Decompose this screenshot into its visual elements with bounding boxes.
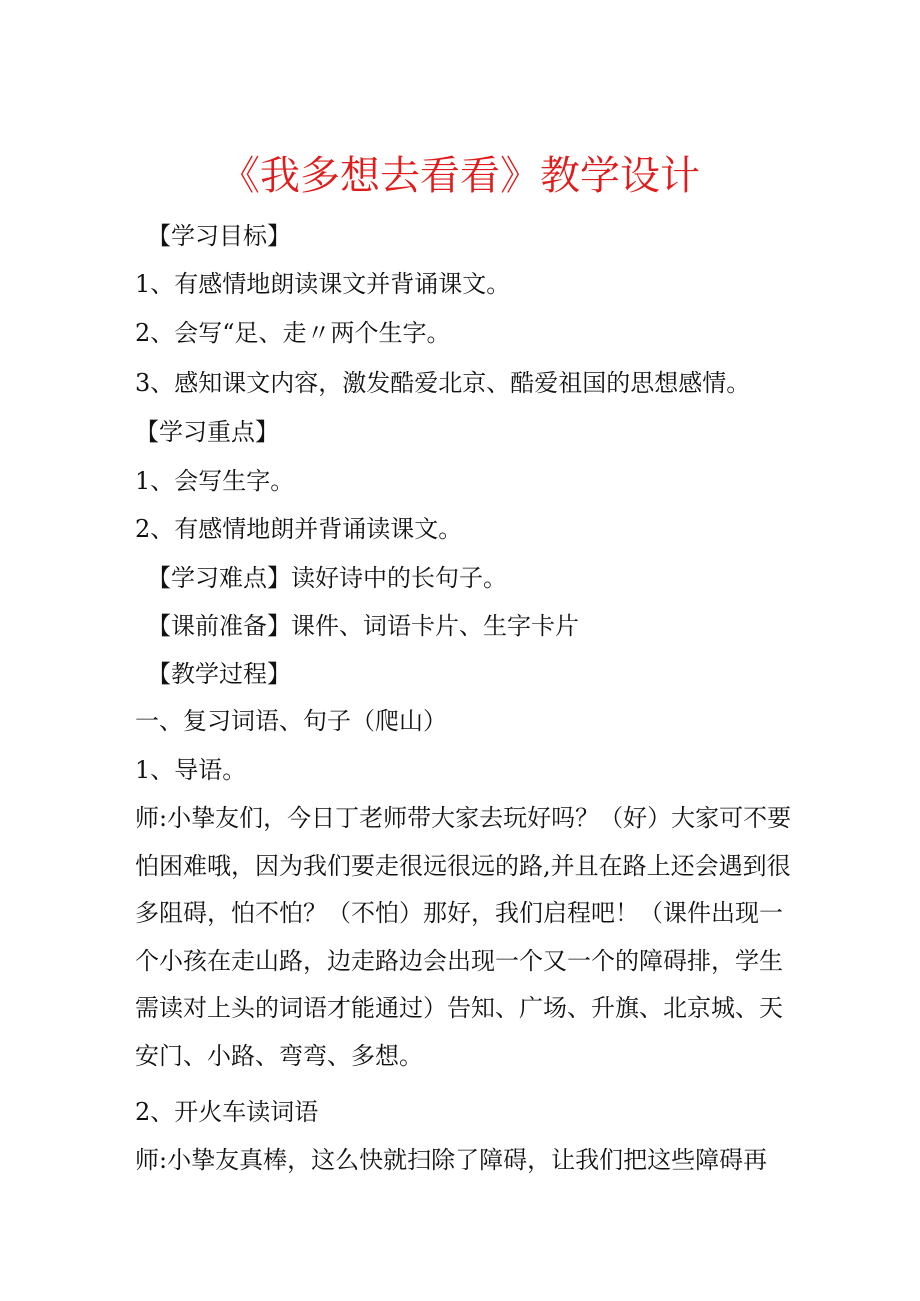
difficulty-line: 【学习难点】读好诗中的长句子。 xyxy=(147,564,507,592)
process-heading: 【教学过程】 xyxy=(147,660,291,688)
section-1-heading: 一、复习词语、句子（爬山） xyxy=(135,707,447,735)
document-title: 《我多想去看看》教学设计 xyxy=(220,153,700,199)
objectives-heading: 【学习目标】 xyxy=(147,222,291,250)
objective-2: 2、会写“足、走〃两个生字。 xyxy=(135,319,451,347)
preparation-line: 【课前准备】课件、词语卡片、生字卡片 xyxy=(147,612,579,640)
objective-1: 1、有感情地朗读课文并背诵课文。 xyxy=(135,270,511,298)
key-point-2: 2、有感情地朗并背诵读课文。 xyxy=(135,515,463,543)
key-points-heading: 【学习重点】 xyxy=(135,418,279,446)
key-point-1: 1、会写生字。 xyxy=(135,467,295,495)
objective-3: 3、感知课文内容，激发酷爱北京、酷爱祖国的思想感情。 xyxy=(135,369,751,397)
teacher-paragraph-1: 师:小挚友们，今日丁老师带大家去玩好吗？（好）大家可不要怕困难哦，因为我们要走很远很远的路,并且在路上还会遇到很多阻碍，怕不怕？（不怕）那好，我们启程吧！（课件出现一个小孩在走山路，边走路边会出现一个又一个的障碍排，学生需读对上头的词语才能通过）告知、广场、升旗、北京城、天安门、小路、弯弯、多想。 xyxy=(135,804,792,1070)
teacher-paragraph-2: 师:小挚友真棒，这么快就扫除了障碍，让我们把这些障碍再 xyxy=(135,1146,768,1174)
step-1: 1、导语。 xyxy=(135,756,247,784)
step-2: 2、开火车读词语 xyxy=(135,1098,319,1126)
